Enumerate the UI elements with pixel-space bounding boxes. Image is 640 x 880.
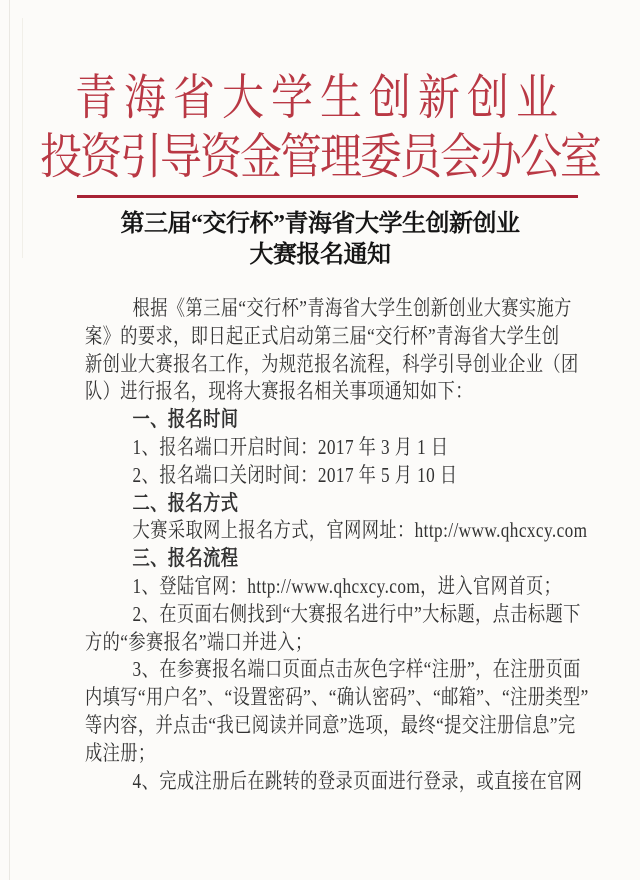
section-heading: 三、报名流程 [132, 546, 239, 571]
document-line: 案》的要求，即日起正式启动第三届“交行杯”青海省大学生创 [85, 323, 560, 348]
letterhead [0, 70, 640, 188]
document-line: 新创业大赛报名工作，为规范报名流程，科学引导创业企业（团 [85, 351, 579, 376]
document-line: 2、报名端口关闭时间：2017 年 5 月 10 日 [132, 462, 458, 487]
document-line: 4、完成注册后在跳转的登录页面进行登录，或直接在官网 [132, 768, 583, 793]
title-line-1: 第三届“交行杯”青海省大学生创新创业 [120, 211, 520, 237]
title-line-2: 大赛报名通知 [249, 242, 391, 268]
document-line: 根据《第三届“交行杯”青海省大学生创新创业大赛实施方 [132, 296, 572, 320]
document-line: 1、报名端口开启时间：2017 年 3 月 1 日 [132, 434, 449, 459]
letterhead-line-2: 投资引导资金管理委员会办公室 [39, 131, 600, 185]
document-line: 内填写“用户名”、“设置密码”、“确认密码”、“邮箱”、“注册类型” [85, 685, 589, 710]
letterhead-rule [77, 195, 578, 198]
document-line: 等内容，并点击“我已阅读并同意”选项，最终“提交注册信息”完 [85, 712, 576, 737]
document-line: 2、在页面右侧找到“大赛报名进行中”大标题，点击标题下 [132, 601, 581, 626]
section-heading: 二、报名方式 [132, 490, 239, 515]
document-line: 成注册； [85, 740, 156, 765]
document-line: 方的“参赛报名”端口并进入； [85, 629, 313, 654]
document-body [0, 295, 640, 795]
letterhead-line-1: 青海省大学生创新创业 [74, 72, 565, 126]
document-line: 队）进行报名，现将大赛报名相关事项通知如下： [85, 379, 473, 404]
document-line: 大赛采取网上报名方式，官网网址：http://www.qhcxcy.com [132, 518, 588, 543]
section-heading: 一、报名时间 [132, 407, 239, 432]
document-line: 1、登陆官网：http://www.qhcxcy.com，进入官网首页； [132, 573, 562, 598]
document-title [0, 209, 640, 271]
document-line: 3、在参赛报名端口页面点击灰色字样“注册”，在注册页面 [132, 657, 581, 682]
